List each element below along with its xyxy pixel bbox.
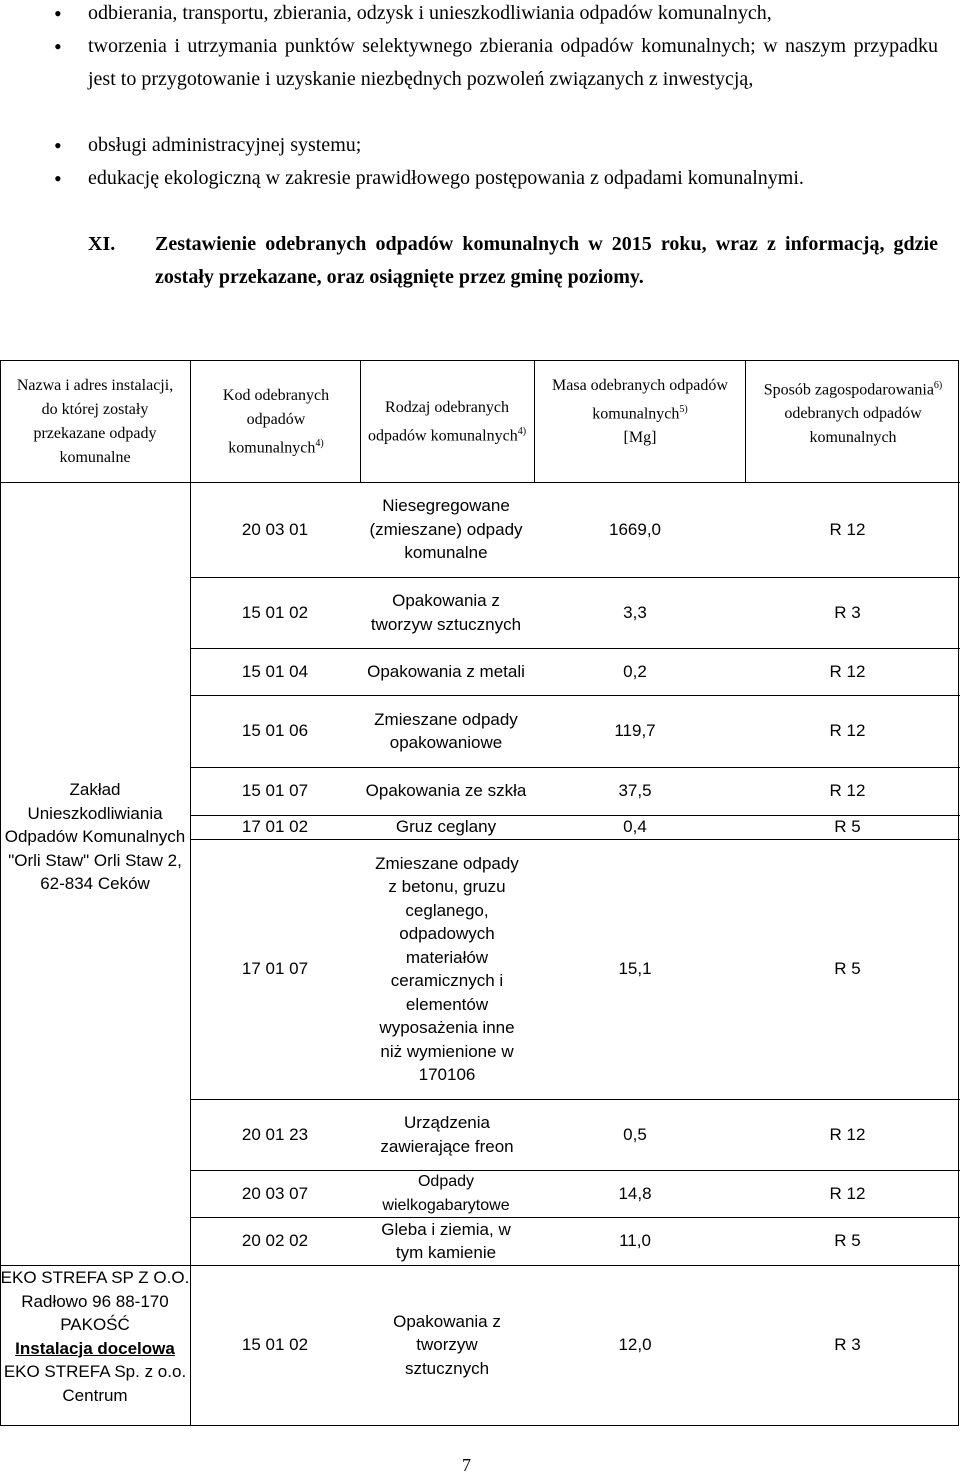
code-cell: 15 01 07 (241, 781, 309, 801)
method-cell: R 12 (829, 519, 866, 539)
type-cell: Niesegregowane (zmieszane) odpady komunalne (369, 496, 523, 563)
code-cell: 15 01 04 (241, 661, 309, 681)
type-cell: Gleba i ziemia, w tym kamienie (381, 1219, 511, 1262)
code-cell: 17 01 07 (241, 959, 309, 979)
method-cell: R 12 (829, 1183, 866, 1203)
type-cell: Odpady wielkogabarytowe (382, 1173, 510, 1214)
col-divider (745, 360, 746, 482)
header-mass-unit: [Mg] (623, 429, 657, 447)
type-cell: Zmieszane odpady opakowaniowe (374, 709, 518, 752)
mass-cell: 3,3 (623, 602, 647, 622)
method-cell: R 12 (829, 781, 866, 801)
code-cell: 15 01 02 (241, 1335, 309, 1355)
type-cell: Opakowania z tworzyw sztucznych (370, 591, 522, 634)
header-method-sup: 6) (933, 379, 943, 391)
type-cell: Opakowania z metali (367, 661, 525, 681)
method-cell: R 3 (834, 1335, 861, 1355)
code-cell: 20 03 07 (241, 1183, 309, 1203)
type-cell: Gruz ceglany (395, 817, 497, 837)
code-cell: 15 01 06 (241, 721, 309, 741)
col-divider (534, 360, 535, 482)
installation-1: Zakład Unieszkodliwiania Odpadów Komunalnych "Orli Staw" Orli Staw 2, 62-834 Ceków (4, 780, 186, 893)
method-cell: R 3 (834, 602, 861, 622)
installation-2-center: EKO STREFA Sp. z o.o. Centrum (3, 1362, 187, 1405)
method-cell: R 12 (829, 721, 866, 741)
section-number: XI. (88, 233, 116, 255)
header-method-label: Sposób zagospodarowania (763, 381, 934, 399)
header-type (366, 362, 528, 482)
type-cell: Urządzenia zawierające freon (380, 1113, 514, 1156)
type-cell: Zmieszane odpady z betonu, gruzu ceglanego, odpadowych materiałów ceramicznych i elementów wyposażenia inne niż wymienione w 170106 (375, 853, 519, 1084)
header-installation-text: Nazwa i adres instalacji, do której zostały przekazane odpady komunalne (16, 377, 174, 466)
mass-cell: 0,5 (623, 1124, 647, 1144)
code-cell: 17 01 02 (241, 817, 309, 837)
method-cell: R 12 (829, 661, 866, 681)
header-type-label: Rodzaj odebranych odpadów komunalnych (367, 398, 518, 445)
header-method (755, 362, 951, 462)
col-divider (360, 360, 361, 482)
section-title: Zestawienie odebranych odpadów komunalnych w 2015 roku, wraz z informacją, gdzie zostały przekazane, oraz osiągnięte przez gminę poziomy. (155, 233, 938, 288)
header-mass-sup: 5) (679, 403, 688, 415)
type-cell: Opakowania z tworzyw sztucznych (393, 1311, 501, 1378)
code-cell: 15 01 02 (241, 602, 309, 622)
method-cell: R 12 (829, 1124, 866, 1144)
header-type-sup: 4) (517, 425, 527, 437)
header-divider (0, 482, 190, 483)
header-code-label: Kod odebranych odpadów komunalnych (222, 386, 330, 457)
code-cell: 20 02 02 (241, 1231, 309, 1251)
installation-2-address: EKO STREFA SP Z O.O. Radłowo 96 88-170 PAKOŚĆ (0, 1268, 190, 1334)
header-mass (545, 362, 735, 462)
method-cell: R 5 (834, 1231, 861, 1251)
header-method-text (755, 374, 951, 450)
mass-cell: 37,5 (618, 781, 652, 801)
header-code-text (198, 384, 354, 460)
installation-2 (0, 1266, 190, 1407)
header-type-text (366, 396, 528, 448)
mass-cell: 14,8 (618, 1183, 652, 1203)
header-method-label-2: odebranych odpadów komunalnych (784, 405, 922, 447)
header-code-sup: 4) (315, 437, 324, 449)
bullet-item: • obsługi administracyjnej systemu; (88, 129, 938, 162)
page-number: 7 (462, 1455, 471, 1475)
header-mass-label: Masa odebranych odpadów komunalnych (552, 376, 728, 423)
mass-cell: 15,1 (618, 959, 652, 979)
bullet-item: • odbierania, transportu, zbierania, odzysk i unieszkodliwiania odpadów komunalnych, (88, 0, 938, 30)
code-cell: 20 01 23 (241, 1124, 309, 1144)
method-cell: R 5 (834, 817, 861, 837)
header-mass-text (545, 374, 735, 450)
bullet-item: • edukację ekologiczną w zakresie prawidłowego postępowania z odpadami komunalnymi. (88, 162, 938, 195)
bullet-item: • tworzenia i utrzymania punktów selektywnego zbierania odpadów komunalnych; w naszym przypadku jest to przygotowanie i uzyskanie niezbędnych pozwoleń związanych z inwestycją, (88, 30, 938, 96)
mass-cell: 0,4 (623, 817, 647, 837)
mass-cell: 1669,0 (609, 519, 661, 539)
mass-cell: 12,0 (618, 1335, 652, 1355)
mass-cell: 119,7 (614, 721, 656, 741)
code-cell: 20 03 01 (241, 519, 309, 539)
method-cell: R 5 (834, 959, 861, 979)
mass-cell: 11,0 (619, 1231, 651, 1251)
header-installation (8, 362, 182, 482)
mass-cell: 0,2 (623, 661, 647, 681)
type-cell: Opakowania ze szkła (365, 781, 527, 801)
installation-2-target: Instalacja docelowa (15, 1338, 175, 1358)
header-code (198, 362, 354, 482)
